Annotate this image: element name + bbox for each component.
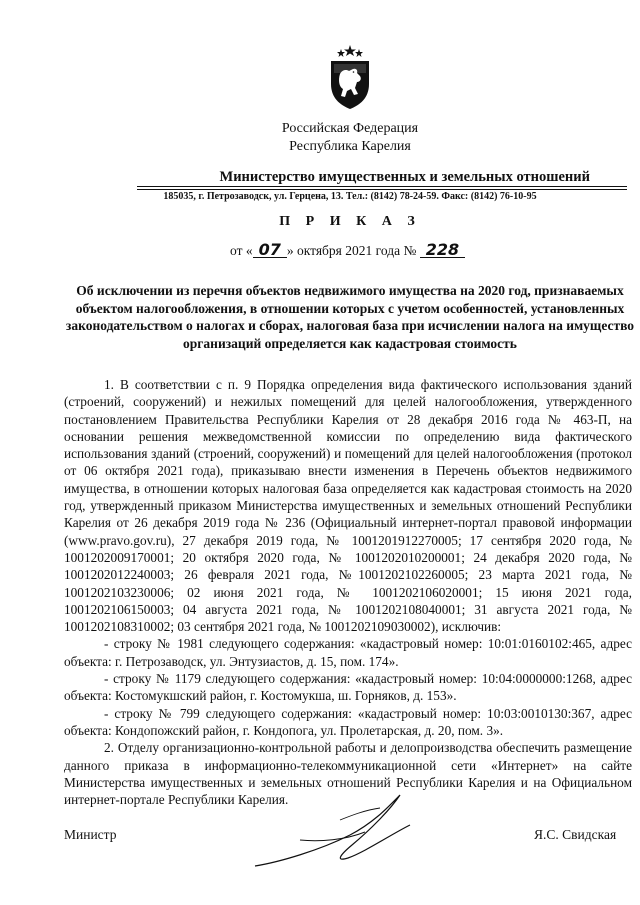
republic-name: Республика Карелия: [289, 139, 411, 154]
order-date-line: [230, 242, 465, 260]
paragraph-1: 1. В соответствии с п. 9 Порядка определения вида фактического использования зданий (строений, сооружений) и нежилых помещений для целей налогообложения, утвержденного постановлением Правительства Республики Карелия от 28 декабря 2016 года № 463-П, на основании решения межведомственной комиссии по определению вида фактического использования зданий (строений, сооружений) и помещений для целей налогообложения (протокол от 06 октября 2021 года), приказываю внести изменения в Перечень объектов недвижимого имущества, в отношении которых налоговая база определяется как кадастровая стоимость на 2020 год, утвержденный приказом Министерства имущественных и земельных отношений Республики Карелия от 26 декабря 2019 года № 236 (Официальный интернет-портал правовой информации (www.pravo.gov.ru), 27 декабря 2019 года, № 1001201912270005; 17 сентября 2020 года, № 1001202009170001; 20 октября 2020 года, № 1001202010200001; 24 декабря 2020 года, № 1001202012240003; 26 февраля 2021 года, №1001202102260005; 23 марта 2021 года, № 1001202103230006; 02 июня 2021 года, № 1001202106020001; 15 июня 2021 года, 1001202106150003; 04 августа 2021 года, № 1001202108040001; 31 августа 2021 года, № 1001202108310002; 03 сентября 2021 года, № 1001202109030002), исключив:: [64, 377, 632, 635]
handwritten-signature-icon: [240, 780, 440, 890]
paragraph-2: 2. Отделу организационно-контрольной работы и делопроизводства обеспечить размещение данного приказа в информационно-телекоммуникационной сети «Интернет» на сайте Министерства имущественных и земельных отношений Республики Карелия и на Официальном интернет-портале Республики Карелия.: [64, 740, 632, 808]
header-divider: [137, 186, 627, 187]
order-body: [64, 376, 632, 808]
karelia-coat-of-arms-icon: [327, 44, 373, 110]
order-title: П Р И К А З: [279, 214, 421, 229]
ministry-address: 185035, г. Петрозаводск, ул. Герцена, 13. Тел.: (8142) 78-24-59. Факс: (8142) 76-10-95: [163, 191, 537, 202]
paragraph-exclusion-1981: - строку № 1981 следующего содержания: «кадастровый номер: 10:01:0160102:465, адрес объекта: г. Петрозаводск, ул. Энтузиастов, д. 15, пом. 174».: [64, 636, 632, 669]
date-middle: » октября 2021 года №: [286, 243, 417, 258]
paragraph-exclusion-799: - строку № 799 следующего содержания: «кадастровый номер: 10:03:0010130:367, адрес объекта: Кондопожский район, г. Кондопога, ул. Пролетарская, д. 20, пом. 3».: [64, 705, 632, 738]
ministry-name: Министерство имущественных и земельных отношений: [219, 169, 590, 185]
handwritten-day: 07: [253, 243, 287, 258]
signatory-position: Министр: [64, 827, 117, 842]
handwritten-order-number: 228: [420, 243, 465, 258]
signatory-name: Я.С. Свидская: [534, 827, 617, 842]
paragraph-exclusion-1179: - строку № 1179 следующего содержания: «кадастровый номер: 10:04:0000000:1268, адрес объекта: Костомукшский район, г. Костомукша, ш. Горняков, д. 153».: [64, 671, 632, 704]
date-prefix: от «: [230, 243, 253, 258]
order-subject: Об исключении из перечня объектов недвижимого имущества на 2020 год, признаваемых объектом налогообложения, в отношении которых с учетом особенностей, установленных законодательством о налогах и сборах, налоговая база при исчислении налога на имущество организаций определяется как кадастровая стоимость: [65, 283, 635, 351]
country-name: Российская Федерация: [281, 121, 419, 136]
